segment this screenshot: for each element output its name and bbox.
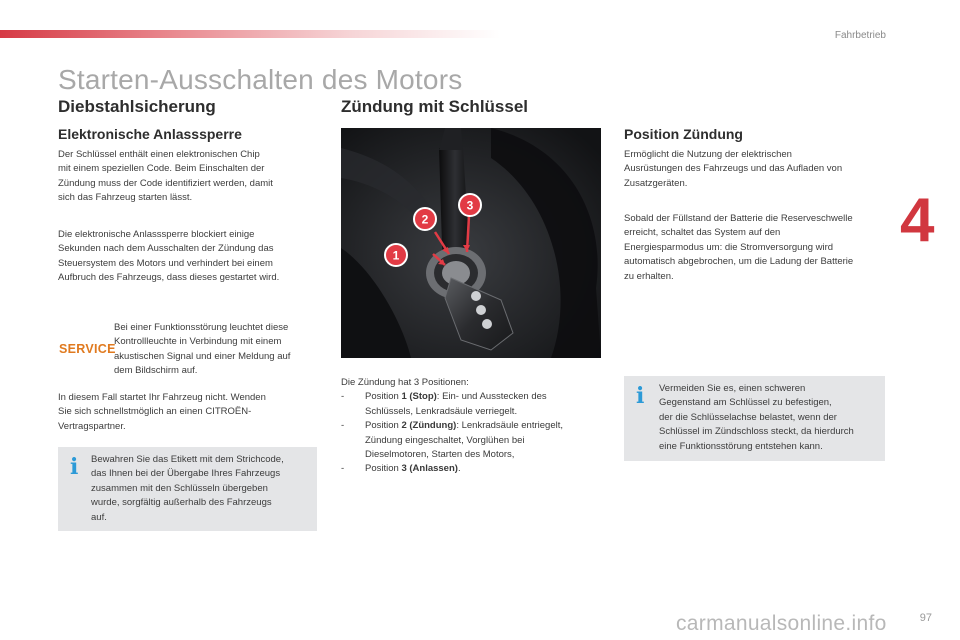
ignition-illustration [341, 128, 601, 358]
callout-2 [414, 208, 436, 230]
list-item-position-2: - Position 2 (Zündung): Lenkradsäule entriegelt, Zündung eingeschaltet, Vorglühen bei Dieselmotoren, Starten des Motors, [341, 420, 563, 461]
info-icon: i [636, 383, 645, 409]
list-dash: - [341, 420, 345, 432]
watermark: carmanualsonline.info [676, 612, 887, 635]
paragraph-energiesparmodus: Sobald der Füllstand der Batterie die Reserveschwelle erreicht, schaltet das System auf den Energiesparmodus um: die Stromversorgung wird automatisch abgebrochen, um die Ladung der Batterie zu erhalten. [624, 213, 854, 282]
page-number: 97 [919, 612, 932, 624]
list-dash: - [341, 391, 345, 403]
service-warning-icon: SERVICE [59, 342, 116, 356]
header-accent-bar [0, 30, 500, 38]
info-box-etikett [58, 447, 317, 531]
info-text-schluessel: Vermeiden Sie es, einen schweren Gegenstand am Schlüssel zu befestigen, der die Schlüsselachse belastet, wenn der Schlüssel im Zündschloss steckt, da hierdurch eine Funktionsstörung entstehen kann. [659, 383, 854, 452]
heading-zuendung-schluessel: Zündung mit Schlüssel [341, 97, 529, 116]
list-dash: - [341, 463, 345, 475]
svg-text:3: 3 [466, 198, 474, 213]
paragraph-vertragspartner: In diesem Fall startet Ihr Fahrzeug nicht. Wenden Sie sich schnellstmöglich an einen CITROËN- Vertragspartner. [58, 392, 266, 432]
subheading-position-zuendung: Position Zündung [624, 126, 743, 142]
info-box-schluessel [624, 376, 885, 461]
section-label: Fahrbetrieb [834, 30, 886, 41]
paragraph-service: Bei einer Funktionsstörung leuchtet diese Kontrollleuchte in Verbindung mit einem akustischen Signal und einer Meldung auf dem Bildschirm auf. [114, 322, 291, 377]
callout-1 [385, 244, 407, 266]
ignition-positions [341, 376, 611, 477]
chapter-number: 4 [900, 186, 935, 255]
callout-3 [459, 194, 481, 216]
ignition-key-photo [341, 128, 601, 358]
info-icon: i [70, 454, 79, 480]
info-text-etikett: Bewahren Sie das Etikett mit dem Strichcode, das Ihnen bei der Übergabe Ihres Fahrzeugs zusammen mit den Schlüsseln übergeben wurde, sorgfältig außerhalb des Fahrzeugs auf. [91, 454, 284, 523]
positions-intro: Die Zündung hat 3 Positionen: [341, 377, 469, 388]
list-item-position-1: - Position 1 (Stop): Ein- und Ausstecken des Schlüssels, Lenkradsäule verriegelt. [341, 391, 547, 417]
svg-text:2: 2 [421, 212, 429, 227]
list-item-position-3: - Position 3 (Anlassen). [341, 462, 611, 476]
paragraph-nutzung: Ermöglicht die Nutzung der elektrischen Ausrüstungen des Fahrzeugs und das Aufladen von Zusatzgeräten. [624, 149, 843, 189]
page-title: Starten-Ausschalten des Motors [58, 64, 463, 95]
paragraph-anlasssperre: Die elektronische Anlasssperre blockiert einige Sekunden nach dem Ausschalten der Zündung das Steuersystem des Motors und verhindert bei einem Aufbruch des Fahrzeugs, dass dieses gestartet wird. [58, 229, 280, 284]
subheading-anlasssperre: Elektronische Anlasssperre [58, 126, 242, 142]
paragraph-chip: Der Schlüssel enthält einen elektronischen Chip mit einem speziellen Code. Beim Einschalten der Zündung muss der Code identifiziert werden, damit sich das Fahrzeug starten lässt. [58, 149, 273, 204]
svg-text:1: 1 [392, 248, 400, 263]
heading-diebstahlsicherung: Diebstahlsicherung [58, 97, 216, 116]
